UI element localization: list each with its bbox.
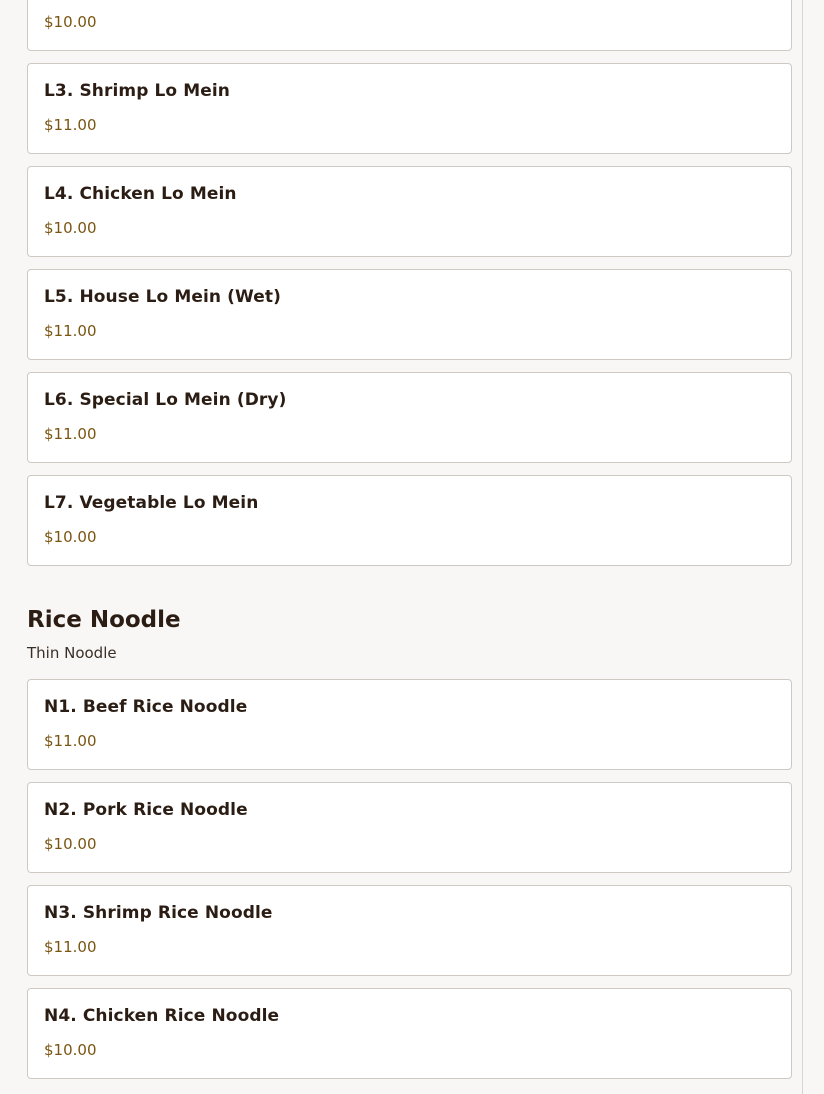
menu-item-card[interactable] xyxy=(27,679,792,770)
section-title: Rice Noodle xyxy=(27,607,181,633)
menu-item-price: $10.00 xyxy=(44,13,97,31)
menu-content xyxy=(27,0,792,1091)
menu-item-name: L4. Chicken Lo Mein xyxy=(44,184,237,204)
menu-item-card[interactable] xyxy=(27,475,792,566)
section-subtitle: Thin Noodle xyxy=(27,644,117,662)
page-divider xyxy=(802,0,803,1094)
menu-item-name: L3. Shrimp Lo Mein xyxy=(44,81,231,101)
menu-item-card[interactable] xyxy=(27,782,792,873)
menu-item-price: $10.00 xyxy=(44,528,97,546)
menu-item-card[interactable] xyxy=(27,885,792,976)
menu-item-card[interactable] xyxy=(27,269,792,360)
menu-item-price: $11.00 xyxy=(44,116,97,134)
menu-item-price: $11.00 xyxy=(44,425,97,443)
menu-item-name: N4. Chicken Rice Noodle xyxy=(44,1006,280,1026)
menu-item-card[interactable] xyxy=(27,372,792,463)
menu-item-name: N2. Pork Rice Noodle xyxy=(44,800,248,820)
menu-item-price: $11.00 xyxy=(44,732,97,750)
menu-item-card[interactable] xyxy=(27,988,792,1079)
menu-item-price: $10.00 xyxy=(44,835,97,853)
menu-item-name: N1. Beef Rice Noodle xyxy=(44,697,248,717)
menu-item-price: $11.00 xyxy=(44,322,97,340)
menu-item-card[interactable] xyxy=(27,166,792,257)
menu-item-name: L7. Vegetable Lo Mein xyxy=(44,493,259,513)
menu-item-name: L5. House Lo Mein (Wet) xyxy=(44,287,281,307)
menu-item-price: $11.00 xyxy=(44,938,97,956)
menu-item-name: L6. Special Lo Mein (Dry) xyxy=(44,390,287,410)
menu-item-name: N3. Shrimp Rice Noodle xyxy=(44,903,273,923)
menu-item-card[interactable] xyxy=(27,0,792,51)
menu-item-card[interactable] xyxy=(27,63,792,154)
menu-item-price: $10.00 xyxy=(44,219,97,237)
menu-item-price: $10.00 xyxy=(44,1041,97,1059)
